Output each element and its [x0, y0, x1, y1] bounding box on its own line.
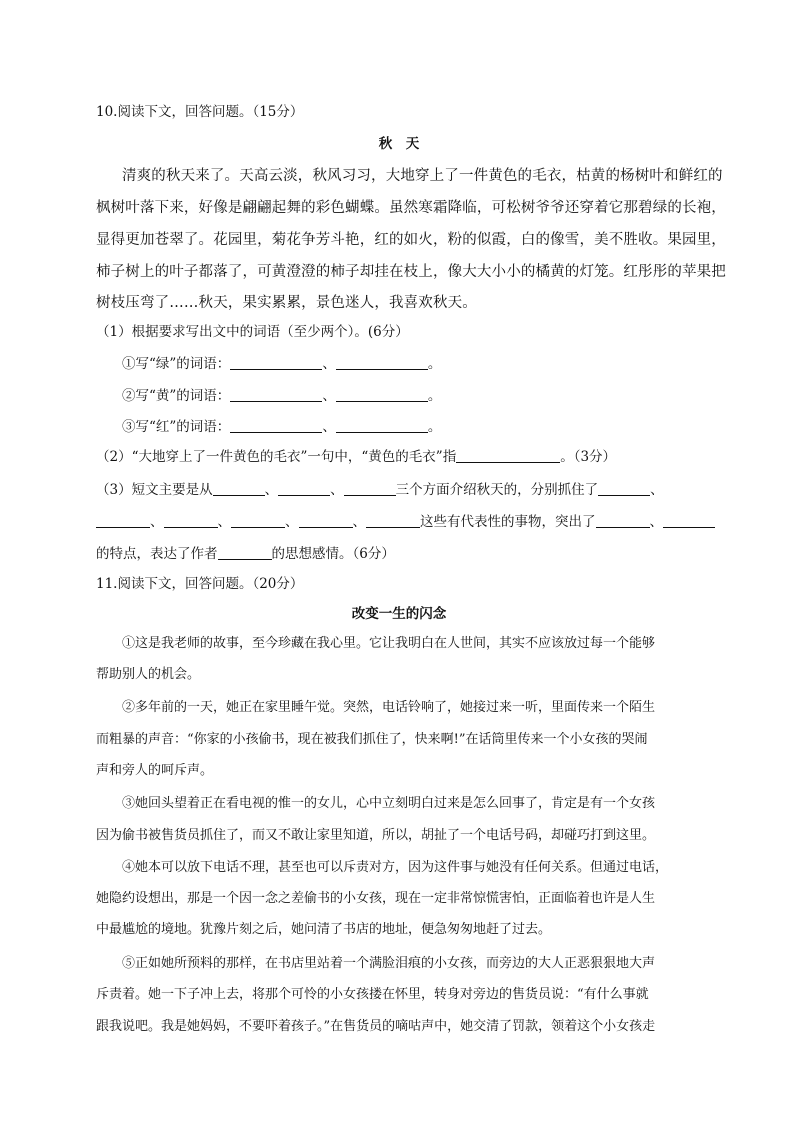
q11-passage-line: 而粗暴的声音：“你家的小孩偷书，现在被我们抓住了，快来啊!”在话筒里传来一个小女孩的哭闹: [96, 732, 648, 747]
separator: 、: [650, 482, 664, 498]
separator: 、: [264, 482, 279, 498]
separator: 、: [150, 514, 164, 530]
q11-passage-line: 斥责着。她一下子冲上去，将那个可怜的小女孩搂在怀里，转身对旁边的售货员说：“有什么事就: [96, 987, 649, 1002]
answer-blank[interactable]: [96, 513, 150, 528]
separator: 、: [217, 514, 231, 530]
q10-sub1-item: [122, 354, 728, 374]
sub3-text: 的特点，表达了作者: [96, 546, 218, 562]
answer-blank[interactable]: [218, 545, 272, 560]
separator: 、: [322, 388, 336, 404]
q10-passage-line: 清爽的秋天来了。天高云淡，秋风习习，大地穿上了一件黄色的毛衣，枯黄的杨树叶和鲜红的: [122, 168, 723, 184]
answer-blank[interactable]: [663, 513, 715, 528]
answer-blank[interactable]: [230, 355, 322, 370]
q10-sub1-item: [122, 417, 728, 437]
answer-blank[interactable]: [336, 387, 428, 402]
q10-sub3-line1: [96, 480, 702, 500]
answer-blank[interactable]: [230, 387, 322, 402]
item-label: ①写“绿”的词语：: [122, 356, 231, 372]
end-mark: 。: [427, 388, 442, 404]
separator: 、: [649, 514, 663, 530]
q11-passage-line: ⑤正如她所预料的那样，在书店里站着一个满脸泪痕的小女孩，而旁边的大人正恶狠狠地大声: [122, 956, 656, 971]
item-label: ②写“黄”的词语：: [122, 388, 231, 404]
q11-passage-line: 声和旁人的呵斥声。: [96, 763, 214, 778]
q10-header: 10.阅读下文，回答问题。（15分）: [96, 104, 304, 120]
separator: 、: [330, 482, 344, 498]
answer-blank[interactable]: [366, 513, 420, 528]
answer-blank[interactable]: [596, 513, 650, 528]
q10-title: 秋 天: [378, 136, 420, 152]
end-mark: 。: [427, 419, 442, 435]
q10-sub1-prompt: （1）根据要求写出文中的词语（至少两个）。(6分）: [96, 324, 409, 340]
separator: 、: [352, 514, 366, 530]
q10-passage-line: 枫树叶落下来，好像是翩翩起舞的彩色蝴蝶。虽然寒霜降临，可松树爷爷还穿着它那碧绿的长袍，: [96, 200, 726, 216]
q10-passage-line: 柿子树上的叶子都落了，可黄澄澄的柿子却挂在枝上，像大大小小的橘黄的灯笼。红彤彤的苹果把: [96, 264, 726, 280]
q11-passage-line: 因为偷书被售货员抓住了，而又不敢让家里知道，所以，胡扯了一个电话号码，却碰巧打到这里。: [96, 828, 656, 843]
q11-passage-line: 中最尴尬的境地。犹豫片刻之后，她问清了书店的地址，便急匆匆地赶了过去。: [96, 922, 552, 937]
q11-passage-line: 帮助别人的机会。: [96, 667, 201, 682]
answer-blank[interactable]: [230, 418, 322, 433]
q11-title: 改变一生的闪念: [351, 606, 447, 622]
answer-blank[interactable]: [598, 481, 650, 496]
sub3-text: 的思想感情。（6分）: [271, 546, 395, 562]
end-mark: 。: [427, 356, 442, 372]
q11-passage-line: ①这是我老师的故事，至今珍藏在我心里。它让我明白在人世间，其实不应该放过每一个能够: [122, 636, 656, 651]
answer-blank[interactable]: [278, 481, 330, 496]
q11-passage-line: ④她本可以放下电话不理，甚至也可以斥责对方，因为这件事与她没有任何关系。但通过电话，: [122, 860, 669, 875]
separator: 、: [285, 514, 299, 530]
q11-header: 11.阅读下文，回答问题。（20分）: [96, 576, 304, 592]
q10-sub2: [96, 447, 702, 467]
q11-passage-line: ③她回头望着正在看电视的惟一的女儿，心中立刻明白过来是怎么回事了，肯定是有一个女孩: [122, 796, 656, 811]
answer-blank[interactable]: [344, 481, 396, 496]
answer-blank[interactable]: [299, 513, 353, 528]
answer-blank[interactable]: [164, 513, 218, 528]
q11-passage-line: ②多年前的一天，她正在家里睡午觉。突然，电话铃响了，她接过来一听，里面传来一个陌生: [122, 700, 656, 715]
separator: 、: [322, 356, 336, 372]
q10-passage-line: 树枝压弯了……秋天，果实累累，景色迷人，我喜欢秋天。: [96, 295, 477, 311]
q11-passage-line: 她隐约设想出，那是一个因一念之差偷书的小女孩，现在一定非常惊慌害怕，正面临着也许是人生: [96, 891, 656, 906]
answer-blank[interactable]: [213, 481, 265, 496]
answer-blank[interactable]: [336, 355, 428, 370]
sub3-text: 三个方面介绍秋天的，分别抓住了: [395, 482, 599, 498]
sub3-text: 这些有代表性的事物，突出了: [420, 514, 596, 530]
answer-blank[interactable]: [456, 448, 560, 463]
sub2-prompt: （2）“大地穿上了一件黄色的毛衣”一句中，“黄色的毛衣”指: [96, 449, 457, 465]
q10-sub1-item: [122, 386, 728, 406]
answer-blank[interactable]: [231, 513, 285, 528]
q11-passage-line: 跟我说吧。我是她妈妈，不要吓着孩子。”在售货员的嘀咕声中，她交清了罚款，领着这个小女孩走: [96, 1019, 656, 1034]
q10-passage-line: 显得更加苍翠了。花园里，菊花争芳斗艳，红的如火，粉的似霞，白的像雪，美不胜收。果园里，: [96, 232, 726, 248]
q10-sub3-line3: [96, 544, 702, 564]
separator: 、: [322, 419, 336, 435]
sub3-text: （3）短文主要是从: [96, 482, 213, 498]
item-label: ③写“红”的词语：: [122, 419, 231, 435]
sub2-end: 。（3分）: [560, 449, 617, 465]
answer-blank[interactable]: [336, 418, 428, 433]
q10-sub3-line2: [96, 512, 702, 532]
